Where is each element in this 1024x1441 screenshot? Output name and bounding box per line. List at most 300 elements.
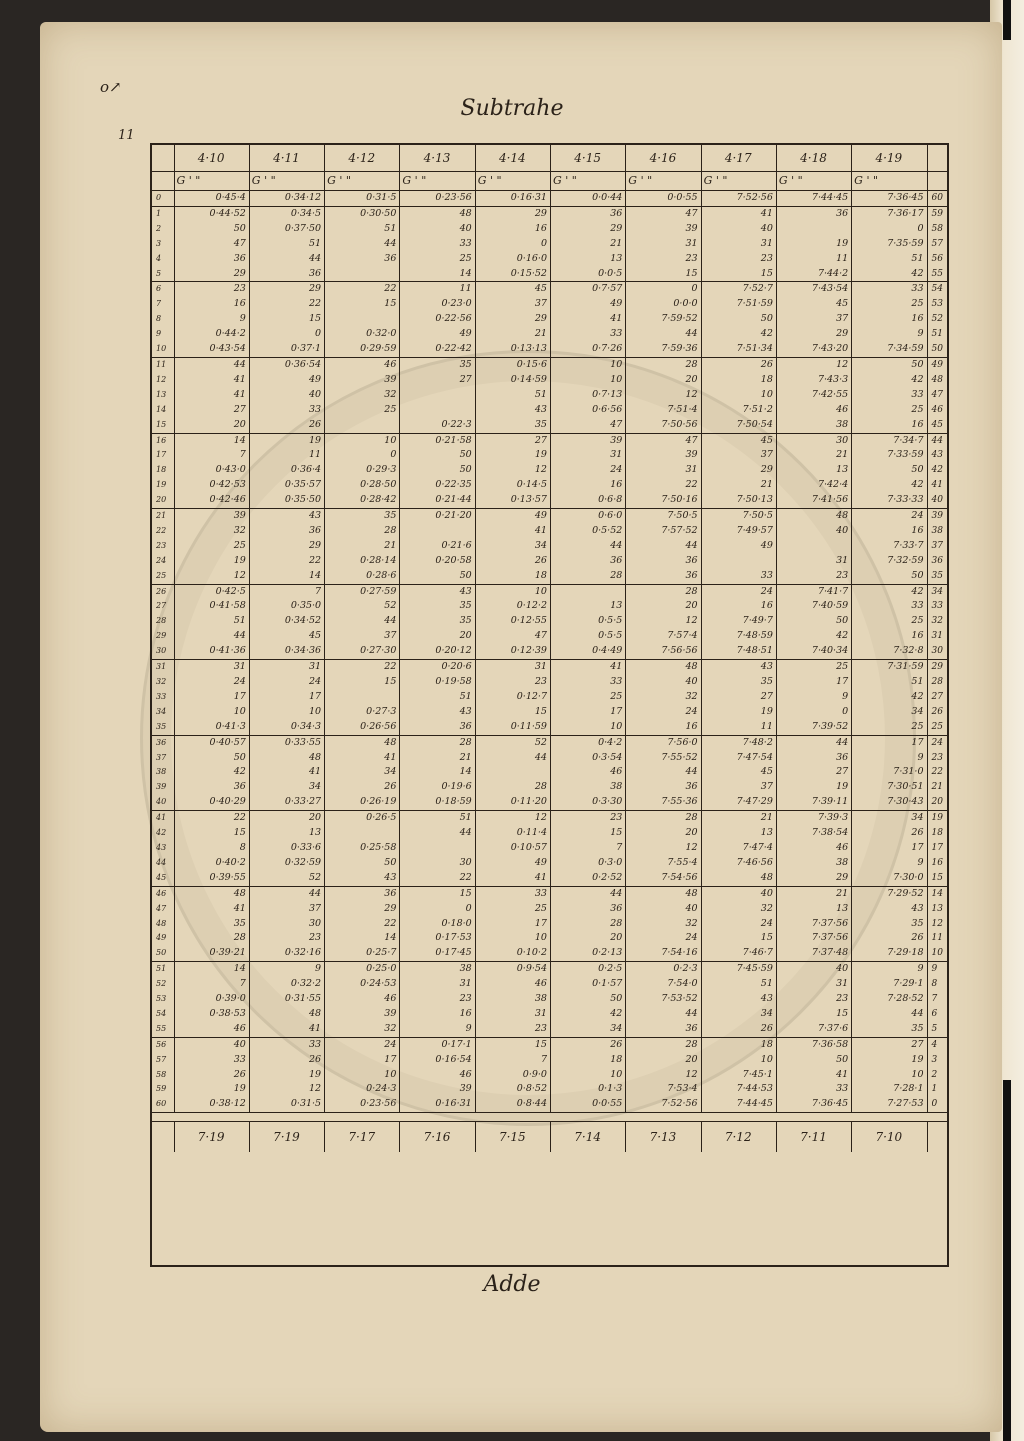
table-cell: 0·22·56 [400,312,475,327]
row-index-left: 5 [152,267,174,282]
row-index-right: 50 [927,342,947,357]
table-cell: 42 [550,1007,625,1022]
table-cell: 0·25·7 [325,946,400,961]
table-cell: 29 [701,463,776,478]
table-cell: 0·12·39 [475,644,550,659]
row-index-left: 55 [152,1022,174,1037]
table-row [152,751,947,766]
table-cell: 14 [400,267,475,282]
row-index-left: 45 [152,871,174,886]
table-cell: 11 [400,282,475,297]
row-index-left: 52 [156,979,167,989]
table-cell: 22 [325,660,400,675]
table-cell: 7·41·56 [776,493,851,508]
table-row [152,222,947,237]
column-degree-top: 4·17 [701,145,776,172]
table-row [152,705,947,720]
row-index-left: 28 [156,616,167,626]
table-cell: 33 [852,282,927,297]
table-cell: 36 [249,267,324,282]
table-cell: 50 [400,463,475,478]
table-cell: 18 [701,1037,776,1052]
table-cell: 0·37·1 [249,342,324,357]
table-cell: 0·27·3 [325,705,400,720]
row-index-right: 34 [927,584,947,599]
row-index-left: 27 [156,601,167,611]
table-cell: 0·20·6 [400,660,475,675]
row-index-left: 15 [152,418,174,433]
table-cell: 51 [852,675,927,690]
table-cell: 24 [550,463,625,478]
table-cell: 14 [400,765,475,780]
table-cell: 0·29·3 [325,463,400,478]
table-cell: 0·10·57 [475,841,550,856]
table-cell: 41 [174,902,249,917]
table-cell: 15 [626,267,701,282]
table-cell: 45 [701,433,776,448]
table-cell: 44 [626,327,701,342]
table-cell: 29 [325,902,400,917]
table-cell: 15 [174,826,249,841]
table-cell: 0·25·0 [325,962,400,977]
table-cell: 13 [776,902,851,917]
table-cell: 44 [626,765,701,780]
table-cell: 36 [626,569,701,584]
table-cell: 7·48·51 [701,644,776,659]
table-cell: 7·49·57 [701,524,776,539]
table-cell: 49 [550,297,625,312]
table-cell [325,690,400,705]
column-degree-bottom: 7·17 [325,1122,400,1153]
table-cell: 15 [776,1007,851,1022]
row-index-right: 51 [927,327,947,342]
table-cell: 23 [400,992,475,1007]
column-degree-top: 4·15 [550,145,625,172]
table-row [152,720,947,735]
table-cell: 41 [776,1068,851,1083]
table-cell: 12 [249,1082,324,1097]
row-index-right: 31 [927,629,947,644]
table-cell: 36 [174,780,249,795]
table-cell: 24 [626,705,701,720]
table-cell: 26 [701,1022,776,1037]
table-cell: 0·16·31 [475,191,550,207]
table-cell: 48 [776,509,851,524]
table-cell [475,765,550,780]
row-index-left: 38 [156,767,167,777]
equation-table [152,145,947,1152]
table-cell: 12 [475,463,550,478]
table-row [152,856,947,871]
book-edge-top [1003,0,1011,40]
table-cell: 35 [400,599,475,614]
table-row [152,780,947,795]
table-cell: 44 [325,237,400,252]
table-cell: 0·28·6 [325,569,400,584]
table-cell: 7·56·56 [626,644,701,659]
row-index-left: 24 [156,555,167,565]
table-cell: 0·17·53 [400,931,475,946]
row-index-right: 4 [927,1037,947,1052]
table-cell: 39 [626,448,701,463]
table-cell: 0·38·53 [174,1007,249,1022]
table-cell: 21 [325,539,400,554]
table-cell: 34 [475,539,550,554]
table-cell: 0 [400,902,475,917]
table-cell: 27 [174,403,249,418]
corner-annotation: o↗ [100,78,122,96]
table-cell: 38 [776,856,851,871]
table-cell: 7·37·48 [776,946,851,961]
table-cell: 0·17·45 [400,946,475,961]
row-index-left: 30 [152,644,174,659]
row-index-right: 14 [927,886,947,901]
table-cell: 24 [325,1037,400,1052]
table-cell: 16 [852,418,927,433]
table-cell: 7·29·18 [852,946,927,961]
table-cell: 22 [400,871,475,886]
table-row [152,675,947,690]
table-cell: 0·27·30 [325,644,400,659]
table-cell: 28 [325,524,400,539]
row-index-right: 30 [927,644,947,659]
row-index-left: 26 [156,586,167,596]
table-cell: 17 [475,917,550,932]
table-cell: 20 [550,931,625,946]
table-cell: 0·6·56 [550,403,625,418]
table-row [152,886,947,901]
table-cell: 27 [400,373,475,388]
table-cell: 7 [174,448,249,463]
table-row [152,554,947,569]
table-cell: 0·8·44 [475,1097,550,1112]
table-cell: 43 [400,705,475,720]
unit-header: G ' " [701,172,776,191]
table-cell: 41 [550,312,625,327]
table-cell: 7·43·3 [776,373,851,388]
table-cell: 0·24·3 [325,1082,400,1097]
table-cell: 42 [174,765,249,780]
table-cell: 0·17·1 [400,1037,475,1052]
table-cell: 36 [776,751,851,766]
table-cell: 28 [400,735,475,750]
table-cell: 7·44·45 [776,191,851,207]
table-cell: 7·29·52 [852,886,927,901]
table-cell: 46 [325,992,400,1007]
table-cell: 7·59·52 [626,312,701,327]
table-row [152,735,947,750]
table-cell: 33 [776,1082,851,1097]
row-index-right: 37 [927,539,947,554]
table-cell: 26 [249,418,324,433]
table-cell: 0·27·59 [325,584,400,599]
table-cell: 17 [550,705,625,720]
table-cell: 51 [174,614,249,629]
table-cell: 46 [776,403,851,418]
table-cell: 33 [400,237,475,252]
table-cell: 0·39·21 [174,946,249,961]
table-row [152,811,947,826]
row-index-left: 16 [156,435,167,445]
table-cell: 0·10·2 [475,946,550,961]
table-cell: 0·16·31 [400,1097,475,1112]
table-cell: 0·42·53 [174,478,249,493]
table-cell: 45 [701,765,776,780]
table-cell: 16 [852,312,927,327]
table-cell: 45 [249,629,324,644]
table-cell: 7·28·52 [852,992,927,1007]
table-row [152,569,947,584]
table-cell: 7·50·5 [701,509,776,524]
table-cell: 7 [249,584,324,599]
table-row [152,237,947,252]
table-cell: 0·3·0 [550,856,625,871]
table-cell: 14 [325,931,400,946]
table-cell: 49 [400,327,475,342]
table-cell: 0·1·57 [550,977,625,992]
table-cell [400,841,475,856]
table-cell: 44 [249,886,324,901]
table-cell: 17 [852,841,927,856]
row-index-right: 49 [927,357,947,372]
table-row [152,584,947,599]
row-index-right: 53 [927,297,947,312]
table-cell: 43 [400,584,475,599]
table-cell: 44 [626,539,701,554]
table-cell: 28 [626,584,701,599]
table-row [152,403,947,418]
table-cell: 38 [776,418,851,433]
table-cell: 7·51·2 [701,403,776,418]
header-spacer [927,145,947,172]
table-cell: 44 [475,751,550,766]
table-cell: 13 [550,252,625,267]
table-cell: 12 [626,614,701,629]
subheader-spacer [152,172,174,191]
row-index-right: 7 [927,992,947,1007]
table-cell: 0·12·2 [475,599,550,614]
table-cell: 40 [776,524,851,539]
table-cell: 0·26·19 [325,795,400,810]
row-index-right: 29 [927,660,947,675]
table-row [152,267,947,282]
table-cell: 7·30·51 [852,780,927,795]
table-cell: 0·33·6 [249,841,324,856]
table-row [152,448,947,463]
table-cell: 0·28·14 [325,554,400,569]
table-cell: 33 [550,327,625,342]
table-cell: 47 [174,237,249,252]
row-index-right: 3 [927,1053,947,1068]
table-cell [325,826,400,841]
table-cell: 52 [475,735,550,750]
table-cell: 10 [325,1068,400,1083]
row-index-left: 14 [156,404,167,414]
table-cell: 7·28·1 [852,1082,927,1097]
column-degree-top: 4·10 [174,145,249,172]
table-cell: 7 [475,1053,550,1068]
table-cell: 33 [249,403,324,418]
table-cell: 19 [174,1082,249,1097]
row-index-left: 60 [152,1097,174,1112]
table-cell: 32 [626,917,701,932]
row-index-left: 44 [156,857,167,867]
table-row [152,946,947,961]
table-cell: 35 [852,1022,927,1037]
table-cell: 0·39·0 [174,992,249,1007]
table-cell: 16 [852,524,927,539]
table-cell: 50 [852,569,927,584]
table-cell: 0·26·56 [325,720,400,735]
table-cell: 16 [174,297,249,312]
table-cell: 51 [852,252,927,267]
table-cell: 44 [249,252,324,267]
table-cell: 35 [475,418,550,433]
unit-header: G ' " [174,172,249,191]
row-index-right: 58 [927,222,947,237]
top-heading: Subtrahe [460,96,564,121]
table-cell: 7·53·4 [626,1082,701,1097]
table-cell: 0·11·59 [475,720,550,735]
table-cell: 0·44·52 [174,206,249,221]
table-cell: 7·45·59 [701,962,776,977]
row-index-left: 19 [156,480,167,490]
unit-header: G ' " [550,172,625,191]
table-cell: 10 [550,720,625,735]
column-degree-top: 4·13 [400,145,475,172]
row-index-left: 53 [156,994,167,1004]
row-index-right: 35 [927,569,947,584]
table-cell: 25 [852,614,927,629]
table-cell: 22 [174,811,249,826]
table-cell: 44 [550,539,625,554]
column-degree-bottom: 7·15 [475,1122,550,1153]
table-cell: 38 [550,780,625,795]
table-cell: 7·48·59 [701,629,776,644]
table-cell: 0·32·2 [249,977,324,992]
table-cell: 34 [852,811,927,826]
row-index-right: 32 [927,614,947,629]
row-index-right: 56 [927,252,947,267]
table-cell: 22 [626,478,701,493]
row-index-right: 55 [927,267,947,282]
table-row [152,1097,947,1112]
table-cell: 7·57·4 [626,629,701,644]
table-cell: 23 [550,811,625,826]
table-cell: 50 [852,463,927,478]
table-cell: 37 [701,448,776,463]
row-index-right: 18 [927,826,947,841]
table-cell: 33 [852,388,927,403]
row-index-right: 25 [927,720,947,735]
table-cell: 7·34·7 [852,433,927,448]
table-cell: 7·35·59 [852,237,927,252]
table-cell: 0·42·46 [174,493,249,508]
table-cell: 7·45·1 [701,1068,776,1083]
table-cell: 42 [852,267,927,282]
table-cell: 16 [550,478,625,493]
table-cell: 24 [852,509,927,524]
table-cell: 40 [626,902,701,917]
table-cell: 38 [400,962,475,977]
table-cell: 0·34·36 [249,644,324,659]
table-cell: 0·43·54 [174,342,249,357]
table-cell: 41 [550,660,625,675]
table-cell: 0·31·5 [249,1097,324,1112]
table-cell: 0·41·36 [174,644,249,659]
table-cell: 42 [852,478,927,493]
table-cell: 51 [475,388,550,403]
table-cell: 7·57·52 [626,524,701,539]
table-cell: 31 [550,448,625,463]
table-cell: 0·2·3 [626,962,701,977]
row-index-right: 46 [927,403,947,418]
table-cell: 0·16·54 [400,1053,475,1068]
table-cell [400,524,475,539]
table-cell: 0·21·58 [400,433,475,448]
table-cell: 0·40·2 [174,856,249,871]
row-index-left: 22 [156,525,167,535]
table-cell: 0·22·3 [400,418,475,433]
table-cell: 9 [852,856,927,871]
table-cell: 31 [776,554,851,569]
row-index-left: 39 [156,782,167,792]
table-cell: 50 [400,448,475,463]
column-degree-top: 4·16 [626,145,701,172]
footer-spacer [927,1122,947,1153]
row-index-left: 51 [156,964,167,974]
row-index-right: 5 [927,1022,947,1037]
table-cell: 51 [249,237,324,252]
table-cell: 0·28·42 [325,493,400,508]
table-row [152,282,947,297]
table-cell: 27 [776,765,851,780]
row-index-left: 58 [156,1069,167,1079]
table-cell: 39 [626,222,701,237]
table-cell: 0·1·3 [550,1082,625,1097]
table-cell: 43 [475,403,550,418]
table-cell: 24 [701,917,776,932]
table-row [152,629,947,644]
table-cell: 11 [701,720,776,735]
table-cell [325,312,400,327]
table-cell: 20 [626,373,701,388]
table-cell: 42 [776,629,851,644]
table-row [152,433,947,448]
table-cell: 0·38·12 [174,1097,249,1112]
table-cell: 45 [475,282,550,297]
table-cell: 39 [325,1007,400,1022]
table-cell: 40 [776,962,851,977]
unit-header: G ' " [400,172,475,191]
table-cell: 0·22·35 [400,478,475,493]
row-index-right: 10 [927,946,947,961]
table-cell: 0·34·12 [249,191,324,207]
table-cell: 41 [475,871,550,886]
table-cell: 29 [249,282,324,297]
row-index-right: 40 [927,493,947,508]
table-cell: 39 [550,433,625,448]
table-row [152,312,947,327]
row-index-right: 26 [927,705,947,720]
table-cell: 10 [325,433,400,448]
row-index-left: 56 [156,1039,167,1049]
table-cell: 22 [325,282,400,297]
table-cell: 0·39·55 [174,871,249,886]
table-cell: 20 [626,826,701,841]
table-cell: 25 [852,403,927,418]
table-cell: 44 [852,1007,927,1022]
